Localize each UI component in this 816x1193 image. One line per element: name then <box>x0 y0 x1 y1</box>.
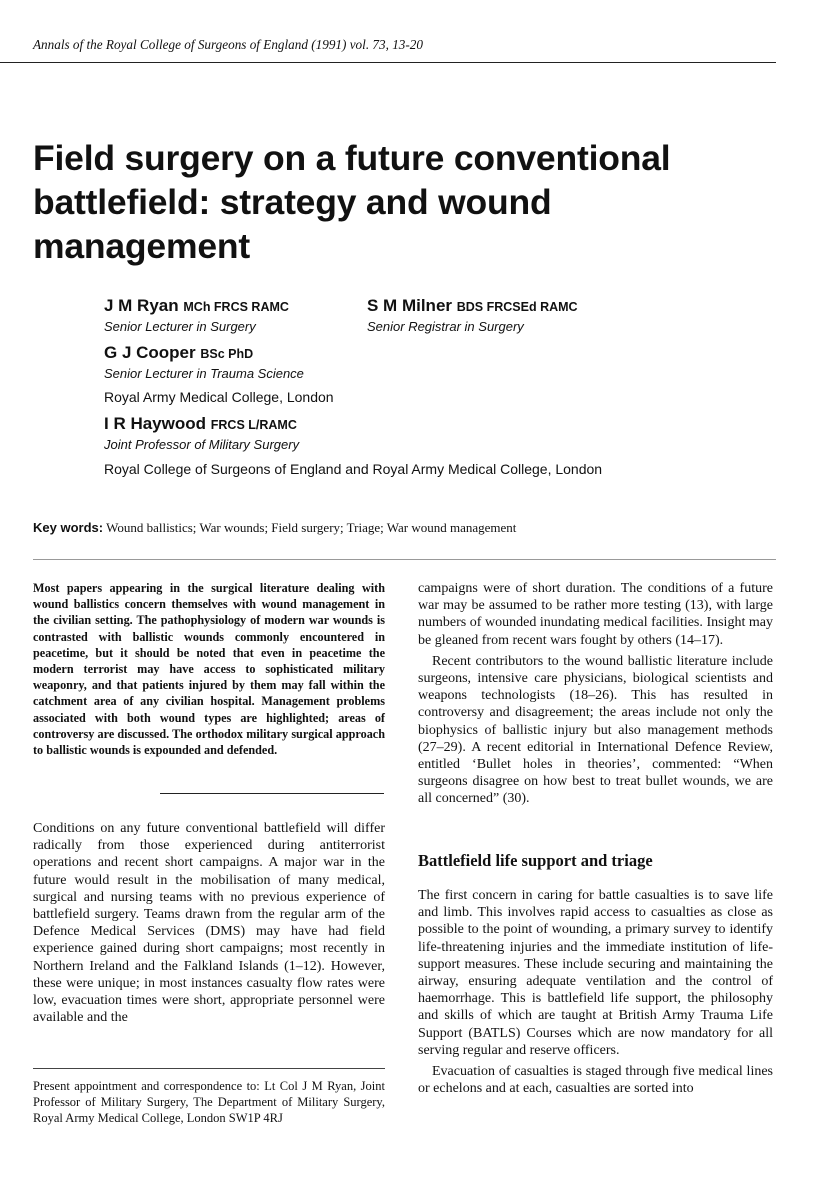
author-name-text: J M Ryan <box>104 296 179 315</box>
author-degrees: BDS FRCSEd RAMC <box>456 300 578 314</box>
body-paragraph: Recent contributors to the wound ballistic literature include surgeons, intensive care physicians, biological scientists and weapons technologists (18–26). This has resulted in controversy and disagreement; the areas include not only the biophysics of ballistic injury but also management methods (27–29). A recent editorial in International Defence Review, entitled ‘Bullet holes in theories’, commented: “When surgeons disagree on how best to treat bullet wounds, we are all concerned” (30). <box>418 653 773 807</box>
keywords <box>33 520 516 536</box>
author-name-text: I R Haywood <box>104 414 207 433</box>
section-body <box>418 887 773 1097</box>
author-role: Joint Professor of Military Surgery <box>104 437 300 452</box>
keywords-text: Wound ballistics; War wounds; Field surgery; Triage; War wound management <box>106 520 517 535</box>
article-title: Field surgery on a future conventional battlefield: strategy and wound management <box>33 138 671 266</box>
body-paragraph: Conditions on any future conventional battlefield will differ radically from those experienced during antiterrorist operations and recent short campaigns. A major war in the future would result in the mobilisation of many medical, surgical and nursing teams with no previous experience of battlefield surgery. Teams drawn from the regular arm of the Defence Medical Services (DMS) may have had field experience gained during short campaigns; most recently in Northern Ireland and the Falkland Islands (1–12). However, these were unique; in most instances casualty flow rates were low, evacuation times were short, appropriate personnel were available and the <box>33 821 385 1026</box>
author-role: Senior Lecturer in Trauma Science <box>104 366 304 381</box>
author-name <box>104 343 253 363</box>
author-degrees: MCh FRCS RAMC <box>183 300 289 314</box>
keywords-label: Key words: <box>33 520 104 535</box>
author-name <box>367 296 578 316</box>
author-name <box>104 296 289 316</box>
author-role: Senior Registrar in Surgery <box>367 319 524 334</box>
section-heading: Battlefield life support and triage <box>418 851 653 870</box>
author-name-text: G J Cooper <box>104 343 196 362</box>
body-paragraph: Evacuation of casualties is staged through five medical lines or echelons and at each, casualties are sorted into <box>418 1064 773 1097</box>
body-paragraph: The first concern in caring for battle casualties is to save life and limb. This involves rapid access to casualties as close as possible to the point of wounding, a primary survey to identify life-threatening injuries and the immediate institution of life-support measures. These include securing and maintaining the airway, ensuring adequate ventilation and the control of haemorrhage. This is battlefield life support, the philosophy and skills of which are taught at British Army Trauma Life Support (BATLS) Courses which are now mandatory for all serving regular and reserve officers. <box>418 888 773 1058</box>
keywords-rule <box>33 559 776 560</box>
body-paragraph: campaigns were of short duration. The conditions of a future war may be assumed to be rather more testing (13), with large numbers of wounded inundating medical facilities. Insight may be gleaned from recent wars fought by others (14–17). <box>418 581 773 648</box>
journal-header: Annals of the Royal College of Surgeons of England (1991) vol. 73, 13-20 <box>33 37 423 52</box>
footnote: Present appointment and correspondence to: Lt Col J M Ryan, Joint Professor of Military Surgery, The Department of Military Surgery, Royal Army Medical College, London SW1P 4RJ <box>33 1079 385 1125</box>
abstract: Most papers appearing in the surgical literature dealing with wound ballistics concern themselves with wound management in the civilian setting. The pathophysiology of modern war wounds is contrasted with ballistic wounds commonly encountered in peacetime, but it should be noted that even in peacetime the modern terrorist may have access to sophisticated military weaponry, and that patients injured by them may fall within the catchment area of any civilian hospital. Management problems associated with both wound types are highlighted; areas of controversy are discussed. The orthodox military surgical approach to ballistic wounds is expounded and defended. <box>33 581 385 758</box>
author-degrees: BSc PhD <box>200 347 254 361</box>
author-role: Senior Lecturer in Surgery <box>104 319 256 334</box>
author-degrees: FRCS L/RAMC <box>210 418 297 432</box>
author-name <box>104 414 297 434</box>
affiliation: Royal Army Medical College, London <box>104 389 334 405</box>
author-name-text: S M Milner <box>367 296 453 315</box>
abstract-rule <box>160 793 384 794</box>
header-rule <box>0 62 776 63</box>
affiliation: Royal College of Surgeons of England and Royal Army Medical College, London <box>104 461 603 477</box>
body-column-right <box>418 580 773 808</box>
footnote-rule <box>33 1068 385 1069</box>
